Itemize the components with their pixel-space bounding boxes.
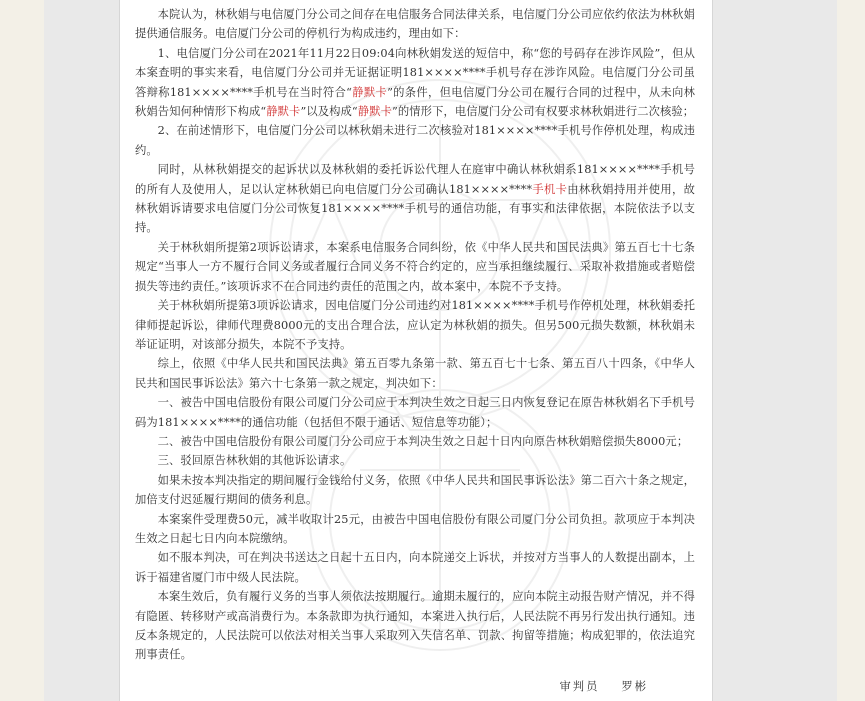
- paragraph: 本院认为，林秋娟与电信厦门分公司之间存在电信服务合同法律关系，电信厦门分公司应依约依法为林秋娟提供通信服务。电信厦门分公司的停机行为构成违约，理由如下：: [135, 8, 695, 41]
- paragraph: 如不服本判决，可在判决书送达之日起十五日内，向本院递交上诉状，并按对方当事人的人数提出副本，上诉于福建省厦门市中级人民法院。: [135, 551, 695, 584]
- text-span: 1、电信厦门分公司在2021年11月22日09:04向林秋娟发送的短信中，称“您的号码存在涉诈风险”，但从本案查明的事实来看，电信厦门分公司并无证据证明181××××****手机号存在涉诈风险。电信厦门分公司虽答辩称181××××****手机号在当时符合“: [135, 46, 695, 99]
- highlight-keyword: 静默卡: [352, 85, 388, 99]
- paragraph: 关于林秋娟所提第3项诉讼请求，因电信厦门分公司违约对181××××****手机号作停机处理，林秋娟委托律师提起诉讼，律师代理费8000元的支出合理合法，应认定为林秋娟的损失。但另500元损失数额，林秋娟未举证证明，对该部分损失，本院不予支持。: [135, 299, 695, 351]
- judge-role: 审判员: [559, 680, 600, 693]
- judge-name: 罗彬: [621, 680, 648, 693]
- highlight-keyword: 静默卡: [357, 105, 392, 119]
- paragraph: 本案生效后，负有履行义务的当事人须依法按期履行。逾期未履行的，应向本院主动报告财产情况，并不得有隐匿、转移财产或高消费行为。本条款即为执行通知，本案进入执行后，人民法院不再另行发出执行通知。违反本条规定的，人民法院可以依法对相关当事人采取列入失信名单、罚款、拘留等措施；构成犯罪的，依法追究刑事责任。: [135, 590, 695, 662]
- judgment-text: [135, 5, 695, 665]
- paragraph: 三、驳回原告林秋娟的其他诉讼请求。: [157, 454, 352, 468]
- paragraph: 2、在前述情形下，电信厦门分公司以林秋娟未进行二次核验对181××××****手机号作停机处理，构成违约。: [135, 124, 695, 157]
- highlight-keyword: 静默卡: [266, 105, 301, 119]
- text-span: ”的条件，但电信厦门分公司在履行合同的过程中，从未向林秋娟告知何种情形下构成“: [135, 85, 695, 119]
- paragraph: 如果未按本判决指定的期间履行金钱给付义务，依照《中华人民共和国民事诉讼法》第二百六十条之规定，加倍支付迟延履行期间的债务利息。: [135, 473, 695, 507]
- document-viewer: [44, 0, 837, 701]
- document-page: [119, 0, 713, 701]
- paragraph: 本案案件受理费50元，减半收取计25元，由被告中国电信股份有限公司厦门分公司负担。款项应于本判决生效之日起七日内向本院缴纳。: [135, 512, 695, 545]
- text-span: ”的情形下，电信厦门分公司有权要求林秋娟进行二次核验；: [392, 105, 695, 119]
- paragraph: [135, 160, 695, 238]
- signature-line: [120, 678, 680, 694]
- paragraph: [135, 44, 695, 122]
- text-span: 同时，从林秋娟提交的起诉状以及林秋娟的委托诉讼代理人在庭审中确认林秋娟系181××××****手机号的所有人及使用人，足以认定林秋娟已向电信厦门分公司确认181××××****: [135, 163, 695, 196]
- paragraph: 二、被告中国电信股份有限公司厦门分公司应于本判决生效之日起十日内向原告林秋娟赔偿损失8000元；: [157, 434, 689, 448]
- highlight-keyword: 手机卡: [532, 182, 568, 196]
- text-span: 由林秋娟持用并使用，故林秋娟诉请要求电信厦门分公司恢复181××××****手机号的通信功能，有事实和法律依据，本院依法予以支持。: [135, 182, 695, 235]
- text-span: ”以及构成“: [300, 105, 358, 119]
- paragraph: 关于林秋娟所提第2项诉讼请求，本案系电信服务合同纠纷，依《中华人民共和国民法典》第五百七十七条规定“当事人一方不履行合同义务或者履行合同义务不符合约定的，应当承担继续履行、采取补救措施或者赔偿损失等违约责任。”该项诉求不在合同违约责任的范围之内，故本案中，本院不予支持。: [135, 240, 695, 293]
- paragraph: 一、被告中国电信股份有限公司厦门分公司应于本判决生效之日起三日内恢复登记在原告林秋娟名下手机号码为181××××****的通信功能（包括但不限于通话、短信息等功能）；: [135, 396, 695, 429]
- paragraph: 综上，依照《中华人民共和国民法典》第五百零九条第一款、第五百七十七条、第五百八十四条，《中华人民共和国民事诉讼法》第六十七条第一款之规定，判决如下：: [135, 357, 695, 390]
